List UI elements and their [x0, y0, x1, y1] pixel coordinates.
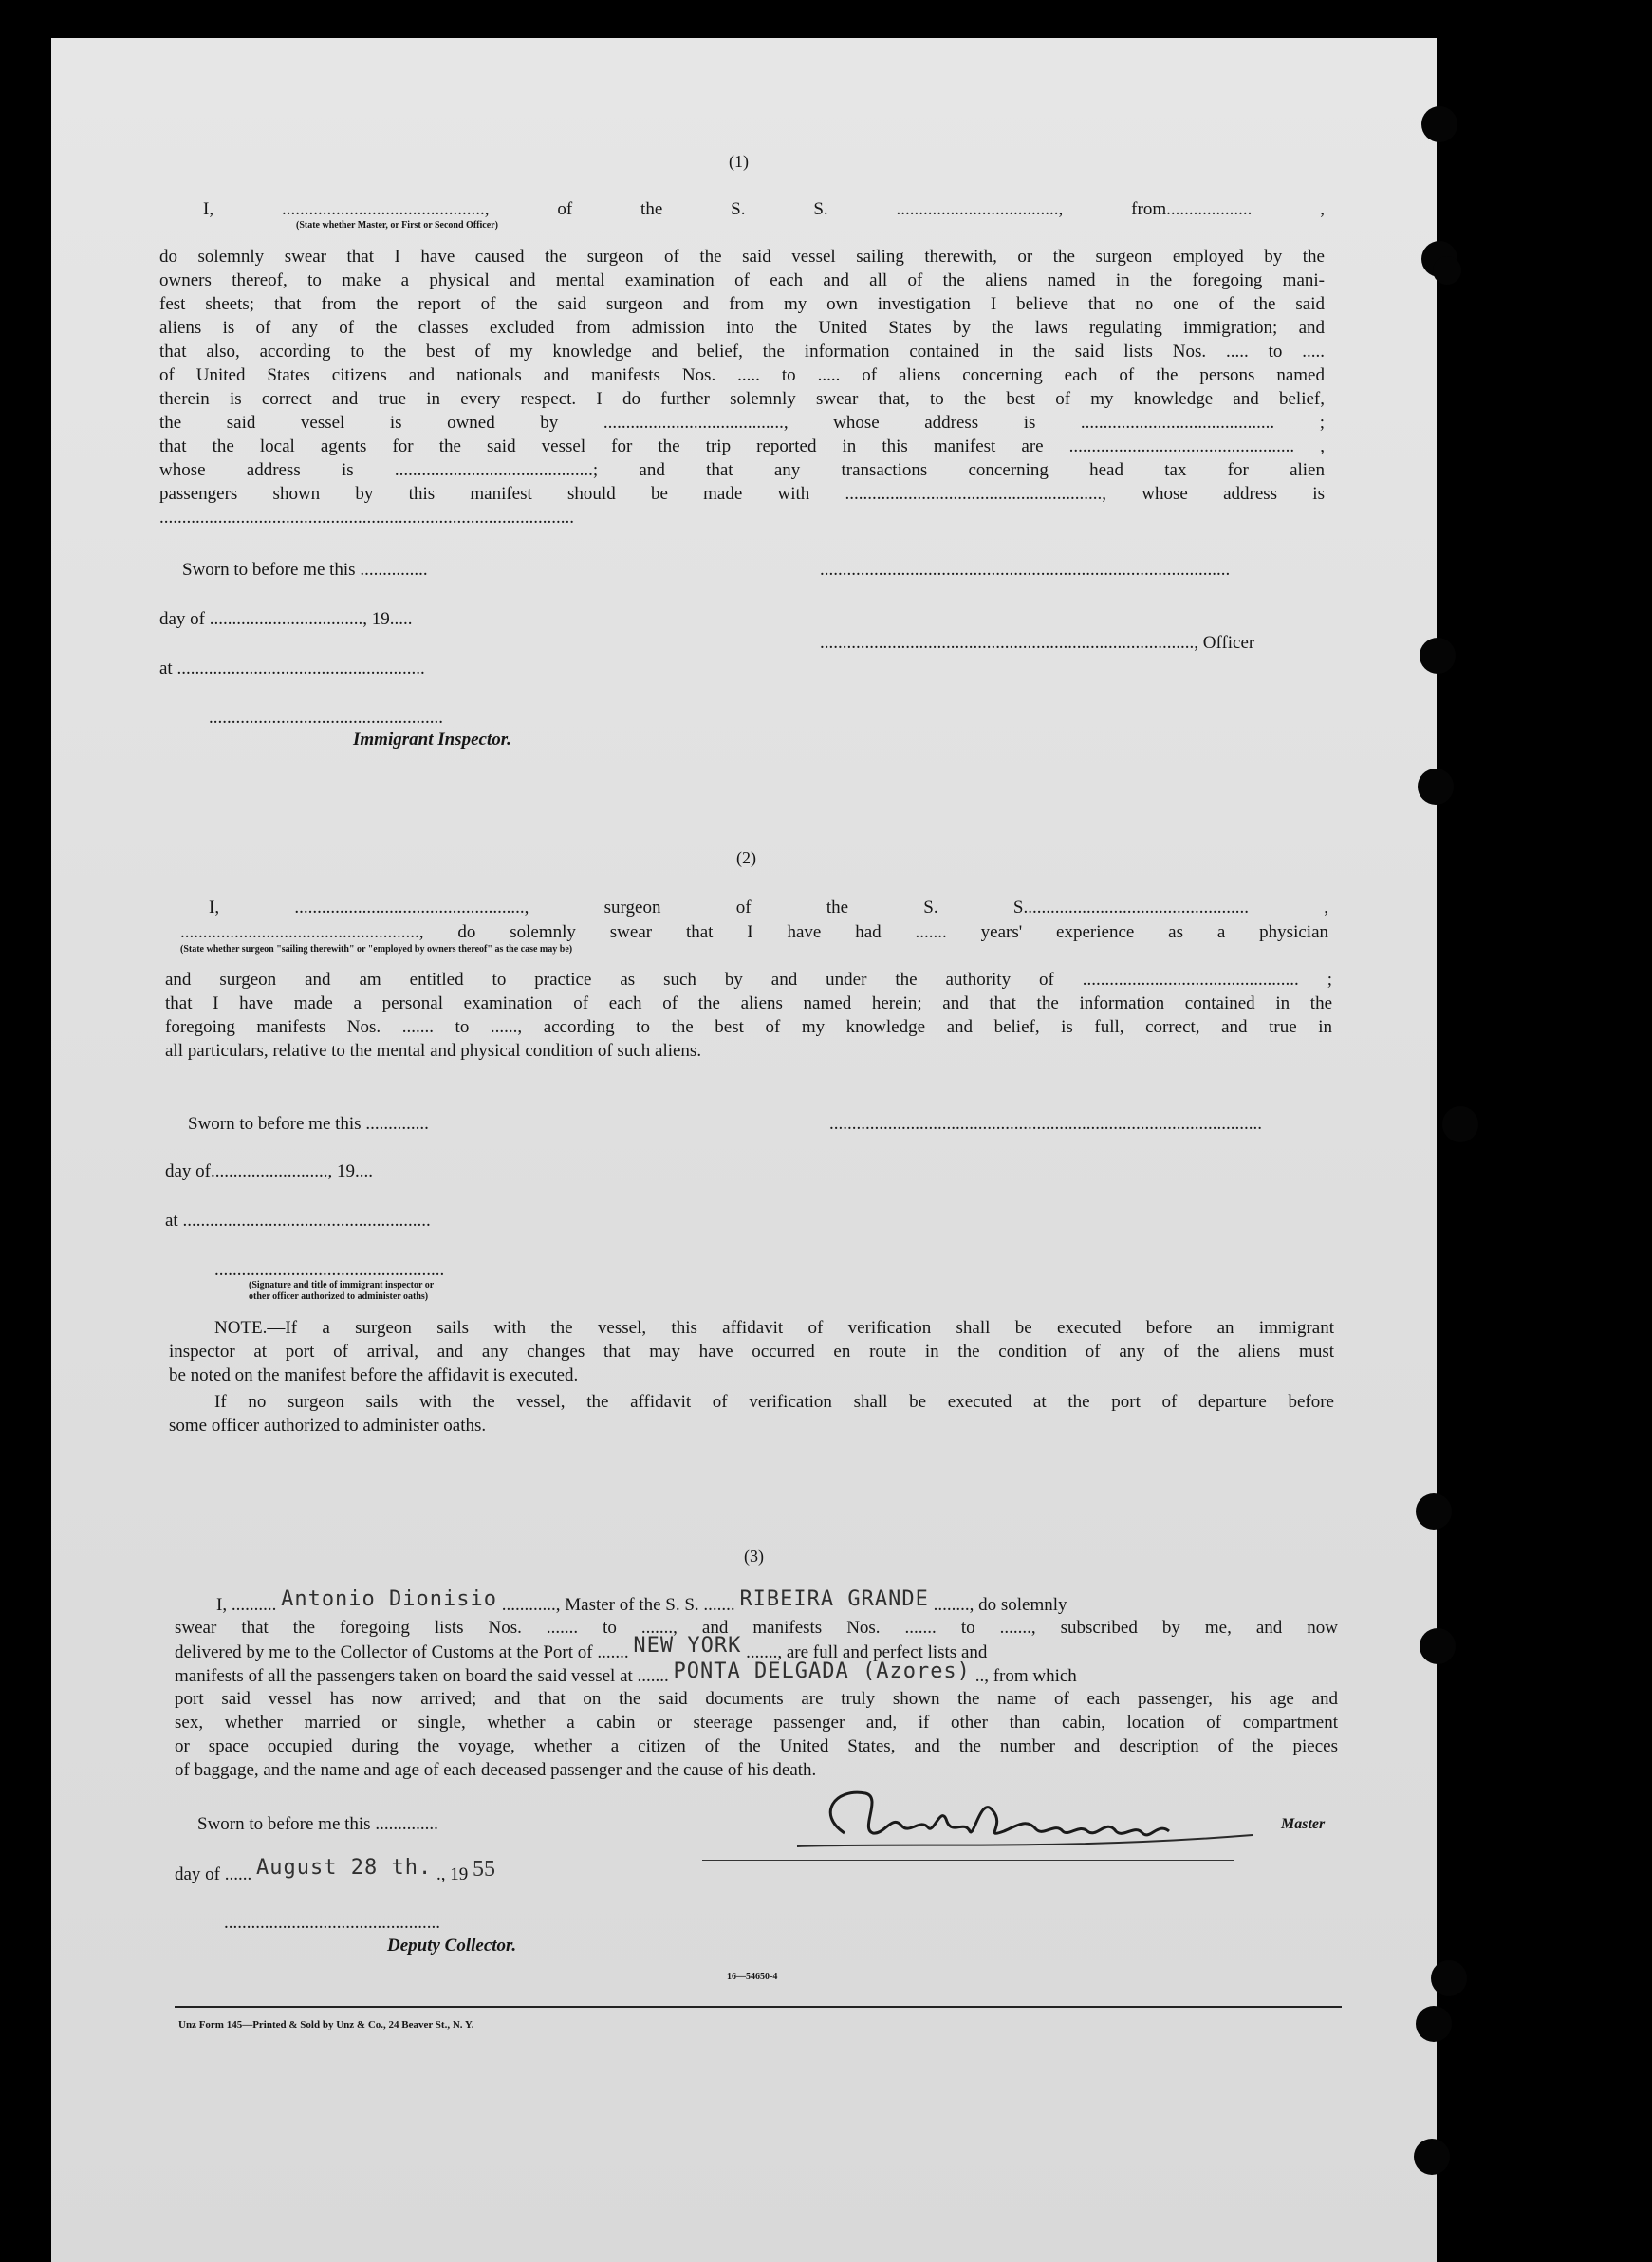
- note-paragraph: inspector at port of arrival, and any changes that may have occurred en route in the condition of any of the aliens must: [169, 1342, 1334, 1362]
- section-1-line: owners thereof, to make a physical and mental examination of each and all of the aliens named in the foregoing mani-: [159, 270, 1325, 290]
- departure-port: PONTA DELGADA (Azores): [673, 1659, 971, 1683]
- section-3-sworn: Sworn to before me this ..............: [197, 1814, 438, 1834]
- binder-hole: [1416, 1493, 1452, 1530]
- section-2-body: all particulars, relative to the mental and physical condition of such aliens.: [165, 1041, 702, 1061]
- section-3-body: or space occupied during the voyage, whether a citizen of the United States, and the number and description of the pieces: [175, 1736, 1338, 1756]
- immigrant-inspector-label: Immigrant Inspector.: [353, 730, 511, 750]
- binder-hole: [1416, 2006, 1452, 2042]
- surgeon-note: (State whether surgeon "sailing therewith" or "employed by owners thereof" as the case may be): [180, 944, 573, 955]
- section-2-body: and surgeon and am entitled to practice as such by and under the authority of ................................................ ;: [165, 970, 1332, 990]
- section-2-body: foregoing manifests Nos. ....... to ......, according to the best of my knowledge and belief, is full, correct, and true in: [165, 1017, 1332, 1037]
- section-1-at: at .......................................................: [159, 658, 425, 678]
- section-1-line: whose address is ............................................; and that any transactions concerning head tax for alien: [159, 460, 1325, 480]
- signing-year: 55: [472, 1857, 495, 1882]
- section-3-body: port said vessel has now arrived; and that on the said documents are truly shown the name of each passenger, his age and: [175, 1689, 1338, 1709]
- section-1-number: (1): [729, 152, 749, 171]
- footer-rule: [175, 2006, 1342, 2008]
- section-1-line: fest sheets; that from the report of the said surgeon and from my own investigation I believe that no one of the said: [159, 294, 1325, 314]
- officer-note: (State whether Master, or First or Second Officer): [296, 220, 498, 231]
- section-3-line1-end: ........, do solemnly: [933, 1595, 1067, 1615]
- signature-caption: (Signature and title of immigrant inspector or: [249, 1280, 435, 1290]
- binder-hole: [1414, 2139, 1450, 2175]
- section-3-day-of-label: day of ......: [175, 1864, 252, 1884]
- section-1-line: aliens is of any of the classes excluded from admission into the United States by the laws regulating immigration; and: [159, 318, 1325, 338]
- deputy-collector-label: Deputy Collector.: [387, 1936, 517, 1956]
- section-3-line2: swear that the foregoing lists Nos. ....... to ......., and manifests Nos. ....... to ......., subscribed by me, and now: [175, 1618, 1338, 1638]
- form-footer: Unz Form 145—Printed & Sold by Unz & Co., 24 Beaver St., N. Y.: [178, 2019, 474, 2030]
- section-3-line1-start: I, ..........: [216, 1595, 277, 1615]
- section-3-line3-end: ......., are full and perfect lists and: [746, 1642, 988, 1662]
- section-1-line: do solemnly swear that I have caused the surgeon of the said vessel sailing therewith, or the surgeon employed by the: [159, 247, 1325, 267]
- master-name: Antonio Dionisio: [281, 1587, 497, 1611]
- binder-hole: [1420, 638, 1456, 674]
- note-paragraph-2: some officer authorized to administer oaths.: [169, 1416, 487, 1436]
- section-3-number: (3): [744, 1547, 764, 1566]
- section-1-officer-line: ..................................................................................., Officer: [820, 633, 1255, 653]
- section-3-day-of: [175, 1856, 495, 1886]
- section-1-line: of United States citizens and nationals and manifests Nos. ..... to ..... of aliens concerning each of the persons named: [159, 365, 1325, 385]
- section-1-signature-line: ....................................................: [209, 708, 443, 728]
- section-1-line: passengers shown by this manifest should be made with ........................................................., whose address is: [159, 484, 1325, 504]
- section-3-line4-start: manifests of all the passengers taken on board the said vessel at .......: [175, 1666, 669, 1686]
- section-3-line3-start: delivered by me to the Collector of Customs at the Port of .......: [175, 1642, 629, 1662]
- section-1-sworn: Sworn to before me this ...............: [182, 560, 428, 580]
- port-name: NEW YORK: [633, 1634, 742, 1658]
- note-paragraph-2: If no surgeon sails with the vessel, the affidavit of verification shall be executed at the port of departure before: [214, 1392, 1334, 1412]
- section-2-day-of: day of.........................., 19....: [165, 1161, 374, 1181]
- section-3-line1: [216, 1587, 1338, 1617]
- section-1-line: the said vessel is owned by ........................................, whose address is ........................................... ;: [159, 413, 1325, 433]
- section-2-right-signature-line: ................................................................................................: [829, 1114, 1262, 1134]
- vessel-name: RIBEIRA GRANDE: [739, 1587, 929, 1611]
- form-code: 16—54650-4: [727, 1972, 778, 1982]
- section-1-line: that also, according to the best of my knowledge and belief, the information contained in the said lists Nos. ..... to .....: [159, 342, 1325, 362]
- section-2-at: at .......................................................: [165, 1211, 431, 1231]
- master-signature-line: [702, 1860, 1234, 1861]
- section-3-line4-end: .., from which: [974, 1666, 1077, 1686]
- section-3-line1-mid: ............, Master of the S. S. .......: [501, 1595, 735, 1615]
- section-1-trailing-dots: ............................................................................................: [159, 508, 574, 528]
- binder-hole: [1418, 769, 1454, 805]
- section-2-line: ....................................................., do solemnly swear that I have had ....... years' experience as a physician: [180, 922, 1328, 942]
- section-3-body: of baggage, and the name and age of each deceased passenger and the cause of his death.: [175, 1760, 817, 1780]
- note-paragraph: be noted on the manifest before the affidavit is executed.: [169, 1365, 579, 1385]
- section-3-signature-line: ................................................: [224, 1913, 440, 1933]
- binder-hole: [1442, 1106, 1478, 1142]
- section-1-right-signature-line: ...........................................................................................: [820, 560, 1231, 580]
- signing-date: August 28 th.: [256, 1856, 433, 1880]
- note-paragraph: NOTE.—If a surgeon sails with the vessel, this affidavit of verification shall be executed before an immigrant: [214, 1318, 1334, 1338]
- section-1-line: that the local agents for the said vessel for the trip reported in this manifest are .................................................. ,: [159, 436, 1325, 456]
- section-2-signature-line: ...................................................: [214, 1260, 445, 1280]
- master-label: Master: [1281, 1816, 1326, 1832]
- binder-hole: [1421, 106, 1457, 142]
- section-3-body: sex, whether married or single, whether a cabin or steerage passenger and, if other than cabin, location of compartment: [175, 1713, 1338, 1733]
- binder-hole: [1433, 256, 1461, 285]
- binder-hole: [1420, 1628, 1456, 1664]
- section-2-line: I, ..................................................., surgeon of the S. S.................................................. ,: [209, 898, 1328, 918]
- section-3-line4: [175, 1659, 1077, 1688]
- section-2-number: (2): [736, 848, 756, 867]
- section-2-body: that I have made a personal examination of each of the aliens named herein; and that the information contained in the: [165, 993, 1332, 1013]
- section-1-line: I, ............................................., of the S. S. ...................................., from................... ,: [203, 199, 1325, 219]
- section-2-sworn: Sworn to before me this ..............: [188, 1114, 429, 1134]
- section-1-line: therein is correct and true in every respect. I do further solemnly swear that, to the best of my knowledge and belief,: [159, 389, 1325, 409]
- master-signature: [778, 1776, 1271, 1862]
- section-3-day-of-year-prefix: ., 19: [436, 1864, 469, 1884]
- binder-hole: [1431, 1960, 1467, 1996]
- section-1-day-of: day of .................................., 19.....: [159, 609, 413, 629]
- signature-caption: other officer authorized to administer oaths): [249, 1291, 429, 1302]
